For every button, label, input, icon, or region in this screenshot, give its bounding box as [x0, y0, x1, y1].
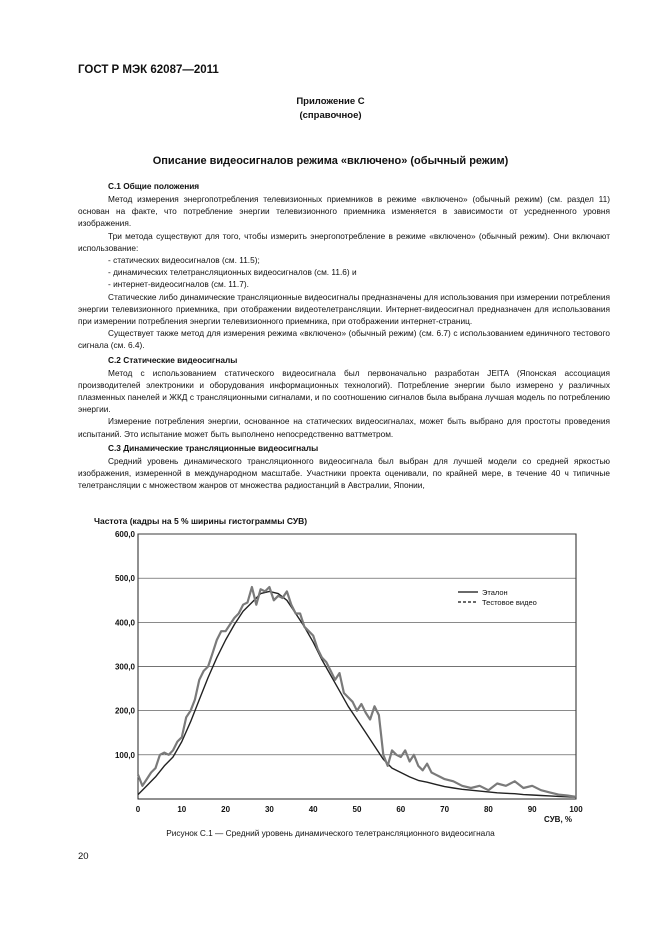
x-tick-label: 60 [396, 805, 406, 814]
paragraph: Метод измерения энергопотребления телевизионных приемников в режиме «включено» (обычный режим) (см. раздел 11) основан на факте, что потребление энергии телевизионного приемника изменяется в зависимости от усредненного уровня изображения. [78, 194, 610, 229]
appendix-label [0, 95, 661, 123]
paragraph: Три метода существуют для того, чтобы измерить энергопотребление в режиме «включено» (обычный режим). Они включают использование: [78, 230, 610, 253]
paragraph: Средний уровень динамического трансляционного видеосигнала был выбран для лучшей модели со средней яркостью изображения, измеренной в международном масштабе. Участники проекта оценивали, по крайней мере, в течение 40 ч типичные телетрансляции с множеством жанров от множества радиостанций в Австралии, Японии, [78, 455, 610, 491]
page-number: 20 [78, 851, 89, 862]
section-c1 [78, 180, 610, 491]
page-title: Описание видеосигналов режима «включено» (обычный режим) [152, 155, 509, 167]
x-tick-label: 0 [135, 805, 141, 814]
section-heading: С.3 Динамические трансляционные видеосигналы [108, 442, 319, 453]
legend-label: Тестовое видео [482, 598, 537, 607]
y-tick-label: 100,0 [114, 750, 135, 760]
paragraph: Статические либо динамические трансляционные видеосигналы предназначены для использования при измерении потребления энергии телевизионного приемника, при отображении видеотелетрансляции. Интернет-видеосигнал предназначен для использования при измерении потребления энергии телевизионного приемника, при отображении интернет-страниц. [78, 291, 610, 327]
list-item: - динамических телетрансляционных видеосигналов (см. 11.6) и [108, 267, 357, 278]
y-tick-label: 500,0 [114, 574, 135, 584]
appendix-name: Приложение С [296, 96, 365, 107]
section-heading: С.2 Статические видеосигналы [108, 354, 238, 365]
x-axis-label: СУВ, % [544, 815, 572, 824]
list-item: - интернет-видеосигналов (см. 11.7). [108, 279, 249, 290]
x-tick-label: 50 [352, 805, 362, 814]
paragraph: Существует также метод для измерения режима «включено» (обычный режим) (см. 6.7) с использованием единичного тестового сигнала (см. 6.4). [78, 328, 610, 351]
x-tick-label: 30 [264, 805, 274, 814]
y-tick-label: 200,0 [114, 706, 135, 716]
x-tick-label: 10 [177, 805, 187, 814]
document-header: ГОСТ Р МЭК 62087—2011 [78, 64, 219, 76]
x-tick-label: 80 [483, 805, 493, 814]
y-tick-label: 300,0 [114, 662, 135, 672]
x-tick-label: 70 [440, 805, 450, 814]
x-tick-label: 100 [569, 805, 583, 814]
figure-chart [94, 512, 594, 824]
appendix-kind: (справочное) [299, 110, 362, 121]
series-line-test [138, 587, 576, 797]
legend-label: Эталон [482, 588, 508, 597]
figure-caption: Рисунок С.1 — Средний уровень динамического телетрансляционного видеосигнала [166, 828, 495, 838]
paragraph: Метод с использованием статического видеосигнала был первоначально разработан JEITA (Японская ассоциация производителей электроники и оборудования информационных технологий). Потребление энергии было измерено у различных плазменных панелей и ЖКД с трансляционными сигналами, и по соотношению сигналов была выбрана лучшая модель по потреблению энергии. [78, 367, 610, 415]
section-heading: С.1 Общие положения [108, 181, 200, 191]
methods-list [78, 254, 610, 291]
x-tick-label: 90 [527, 805, 537, 814]
y-tick-label: 600,0 [114, 530, 135, 539]
paragraph: Измерение потребления энергии, основанное на статических видеосигналах, может быть выбрано для простоты проведения испытаний. Это испытание может быть выполнено непосредственно ваттметром. [78, 416, 610, 439]
y-axis-label: Частота (кадры на 5 % ширины гистограммы СУВ) [94, 516, 308, 526]
list-item: - статических видеосигналов (см. 11.5); [108, 255, 260, 266]
y-tick-label: 400,0 [114, 618, 135, 628]
x-tick-label: 40 [308, 805, 318, 814]
x-tick-label: 20 [221, 805, 231, 814]
